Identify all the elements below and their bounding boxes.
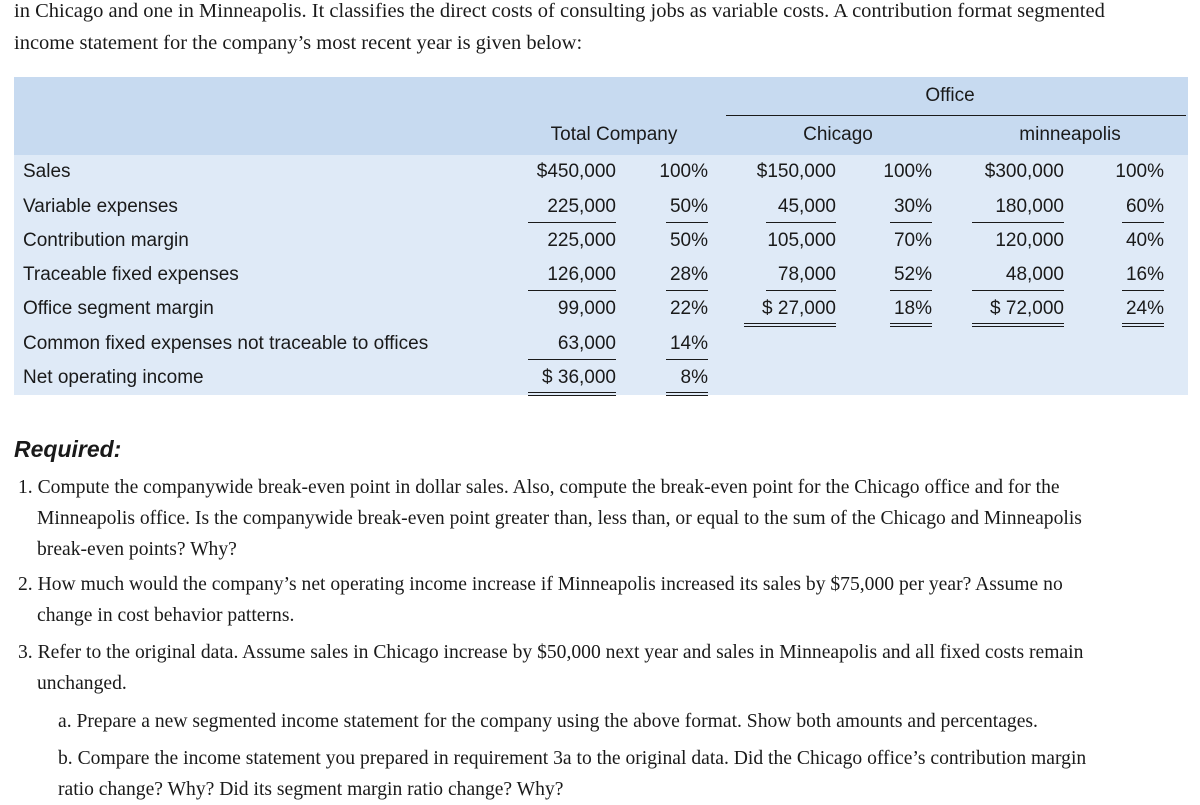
double-underline (666, 392, 708, 396)
minneapolis-variable-expenses-pct: 60% (1125, 196, 1164, 217)
chicago-variable-expenses-pct: 30% (893, 196, 932, 217)
total-sales: $450,000 (536, 161, 616, 182)
total-common-fixed-expenses-pct: 14% (669, 333, 708, 354)
row-label-office-segment-margin: Office segment margin (23, 298, 214, 319)
double-underline (744, 323, 836, 327)
row-label-common-fixed-expenses: Common fixed expenses not traceable to offices (23, 333, 429, 354)
chicago-office-segment-margin-pct: 18% (893, 298, 932, 319)
column-header-minneapolis: minneapolis (1019, 124, 1121, 145)
chicago-sales-pct: 100% (883, 161, 932, 182)
underline (666, 222, 708, 223)
total-common-fixed-expenses: 63,000 (557, 333, 616, 354)
underline (528, 359, 616, 360)
double-underline (972, 323, 1064, 327)
question-3b-line-1: b. Compare the income statement you prepared in requirement 3a to the original data. Did the Chicago office’s contribution margin (58, 748, 1087, 769)
question-3-line-1: 3. Refer to the original data. Assume sales in Chicago increase by $50,000 next year and sales in Minneapolis and all fixed costs remain (18, 642, 1084, 663)
minneapolis-office-segment-margin-pct: 24% (1125, 298, 1164, 319)
minneapolis-office-segment-margin: $ 72,000 (990, 298, 1064, 319)
underline (766, 222, 836, 223)
office-group-rule (726, 115, 1186, 116)
minneapolis-contribution-margin-pct: 40% (1125, 230, 1164, 251)
question-2-line-2: change in cost behavior patterns. (37, 605, 295, 626)
minneapolis-traceable-fixed-expenses: 48,000 (1005, 264, 1064, 285)
chicago-contribution-margin-pct: 70% (893, 230, 932, 251)
total-net-operating-income-pct: 8% (680, 367, 708, 388)
underline (666, 359, 708, 360)
row-label-net-operating-income: Net operating income (23, 367, 204, 388)
row-label-sales: Sales (23, 161, 71, 182)
underline (972, 290, 1064, 291)
question-1-line-3: break-even points? Why? (37, 539, 237, 560)
minneapolis-sales: $300,000 (984, 161, 1064, 182)
question-2-line-1: 2. How much would the company’s net operating income increase if Minneapolis increased its sales by $75,000 per year? Assume no (18, 574, 1063, 595)
underline (1122, 290, 1164, 291)
question-1-line-1: 1. Compute the companywide break-even point in dollar sales. Also, compute the break-even point for the Chicago office and for the (18, 477, 1060, 498)
chicago-traceable-fixed-expenses: 78,000 (777, 264, 836, 285)
total-variable-expenses-pct: 50% (669, 196, 708, 217)
total-traceable-fixed-expenses: 126,000 (547, 264, 616, 285)
chicago-office-segment-margin: $ 27,000 (762, 298, 836, 319)
total-net-operating-income: $ 36,000 (542, 367, 616, 388)
total-office-segment-margin-pct: 22% (669, 298, 708, 319)
row-label-traceable-fixed-expenses: Traceable fixed expenses (23, 264, 239, 285)
total-contribution-margin-pct: 50% (669, 230, 708, 251)
column-header-chicago: Chicago (803, 124, 873, 145)
row-label-variable-expenses: Variable expenses (23, 196, 178, 217)
total-sales-pct: 100% (659, 161, 708, 182)
underline (890, 222, 932, 223)
minneapolis-traceable-fixed-expenses-pct: 16% (1125, 264, 1164, 285)
intro-line-1: in Chicago and one in Minneapolis. It classifies the direct costs of consulting jobs as variable costs. A contribution format segmented (14, 0, 1105, 22)
double-underline (1122, 323, 1164, 327)
underline (528, 222, 616, 223)
underline (972, 222, 1064, 223)
question-3a: a. Prepare a new segmented income statement for the company using the above format. Show both amounts and percentages. (58, 711, 1038, 732)
underline (528, 290, 616, 291)
required-heading: Required: (14, 436, 122, 462)
column-header-total-company: Total Company (550, 124, 678, 145)
minneapolis-variable-expenses: 180,000 (995, 196, 1064, 217)
question-3b-line-2: ratio change? Why? Did its segment margin ratio change? Why? (58, 779, 564, 800)
chicago-contribution-margin: 105,000 (767, 230, 836, 251)
double-underline (528, 392, 616, 396)
total-contribution-margin: 225,000 (547, 230, 616, 251)
segmented-income-statement-table (14, 77, 1188, 395)
total-office-segment-margin: 99,000 (557, 298, 616, 319)
chicago-sales: $150,000 (756, 161, 836, 182)
total-traceable-fixed-expenses-pct: 28% (669, 264, 708, 285)
underline (666, 290, 708, 291)
double-underline (890, 323, 932, 327)
underline (890, 290, 932, 291)
intro-line-2: income statement for the company’s most recent year is given below: (14, 32, 583, 54)
chicago-traceable-fixed-expenses-pct: 52% (893, 264, 932, 285)
chicago-variable-expenses: 45,000 (777, 196, 836, 217)
minneapolis-sales-pct: 100% (1115, 161, 1164, 182)
question-3-line-2: unchanged. (37, 673, 127, 694)
office-group-header: Office (925, 85, 975, 106)
underline (766, 290, 836, 291)
minneapolis-contribution-margin: 120,000 (995, 230, 1064, 251)
row-label-contribution-margin: Contribution margin (23, 230, 189, 251)
total-variable-expenses: 225,000 (547, 196, 616, 217)
question-1-line-2: Minneapolis office. Is the companywide break-even point greater than, less than, or equal to the sum of the Chicago and Minneapolis (37, 508, 1082, 529)
underline (1122, 222, 1164, 223)
